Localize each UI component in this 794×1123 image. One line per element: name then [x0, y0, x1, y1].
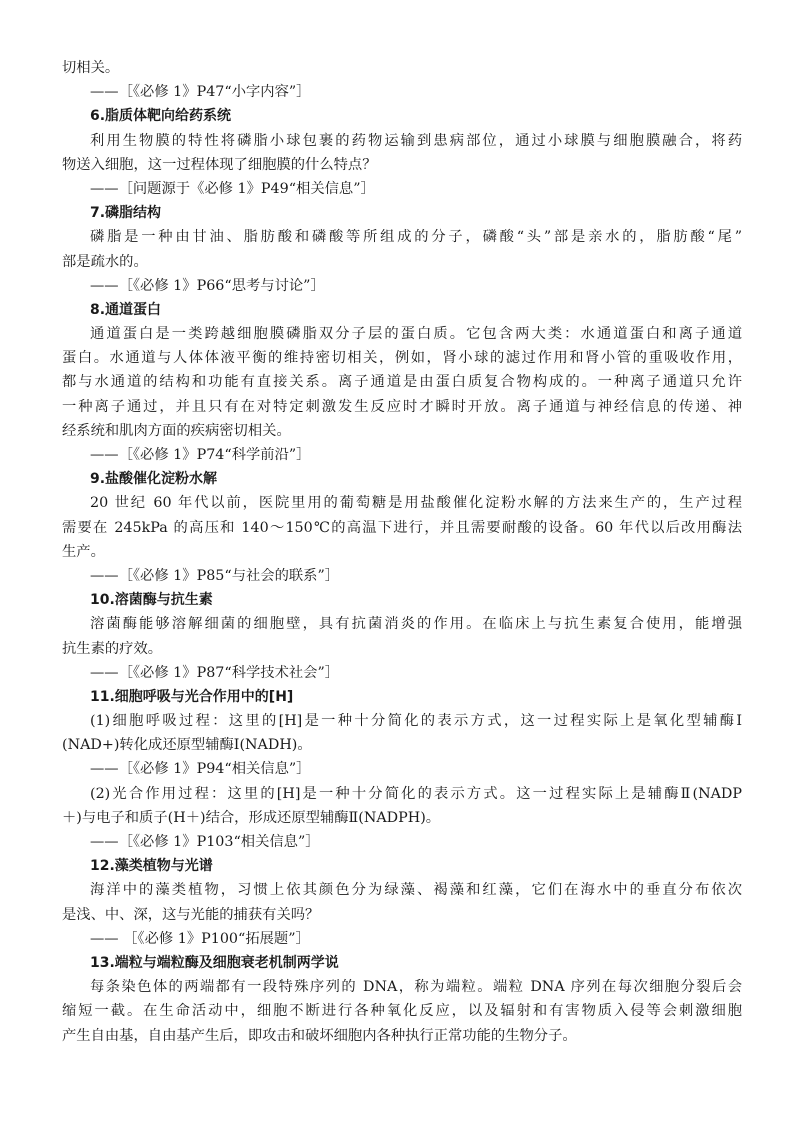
text-line: 生产。 [62, 543, 105, 560]
section-heading: 8.通道蛋白 [90, 301, 162, 318]
text-line: 每条染色体的两端都有一段特殊序列的 DNA，称为端粒。端粒 DNA 序列在每次细胞分裂后会 [90, 979, 742, 996]
source-citation: ——［《必修 1》P74“科学前沿”］ [90, 447, 311, 463]
text-line: 物送入细胞，这一过程体现了细胞膜的什么特点？ [62, 156, 377, 173]
text-line: 20 世纪 60 年代以前，医院里用的葡萄糖是用盐酸催化淀粉水解的方法来生产的，生产过程 [90, 495, 742, 512]
source-citation: —— ［《必修 1》P100“拓展题”］ [90, 930, 310, 947]
source-citation: ——［《必修 1》P94“相关信息”］ [90, 761, 311, 778]
document-page [62, 56, 742, 1048]
text-line: 抗生素的疗效。 [62, 640, 163, 657]
text-line: 利用生物膜的特性将磷脂小球包裹的药物运输到患病部位，通过小球膜与细胞膜融合，将药 [90, 132, 742, 149]
section-heading: 12.藻类植物与光谱 [90, 858, 213, 875]
text-line: (2)光合作用过程：这里的[H]是一种十分简化的表示方式。这一过程实际上是辅酶Ⅱ(NADP [90, 785, 742, 802]
text-line: 是浅、中、深，这与光能的捕获有关吗？ [62, 906, 320, 923]
source-citation: ——［《必修 1》P47“小字内容”］ [90, 84, 311, 101]
text-line: 通道蛋白是一类跨越细胞膜磷脂双分子层的蛋白质。它包含两大类：水通道蛋白和离子通道 [90, 326, 742, 343]
section-heading: 9.盐酸催化淀粉水解 [90, 471, 218, 488]
text-line: 海洋中的藻类植物，习惯上依其颜色分为绿藻、褐藻和红藻，它们在海水中的垂直分布依次 [90, 882, 742, 899]
section-heading: 11.细胞呼吸与光合作用中的[H] [90, 688, 294, 705]
section-heading: 10.溶菌酶与抗生素 [90, 592, 213, 609]
source-citation: ——［《必修 1》P103“相关信息”］ [90, 834, 320, 850]
text-line: 产生自由基，自由基产生后，即攻击和破坏细胞内各种执行正常功能的生物分子。 [62, 1027, 577, 1044]
text-line: 需要在 245kPa 的高压和 140～150℃的高温下进行，并且需要耐酸的设备。60 年代以后改用酶法 [62, 519, 742, 536]
text-line: (1)细胞呼吸过程：这里的[H]是一种十分简化的表示方式，这一过程实际上是氧化型辅酶Ⅰ [90, 713, 742, 730]
source-citation: ——［《必修 1》P87“科学技术社会”］ [90, 664, 340, 681]
text-line: 部是疏水的。 [62, 253, 148, 270]
text-line: 溶菌酶能够溶解细菌的细胞壁，具有抗菌消炎的作用。在临床上与抗生素复合使用，能增强 [90, 616, 742, 633]
section-heading: 7.磷脂结构 [90, 205, 162, 222]
text-line: 都与水通道的结构和功能有直接关系。离子通道是由蛋白质复合物构成的。一种离子通道只允许 [62, 374, 742, 391]
section-heading: 6.脂质体靶向给药系统 [90, 108, 232, 125]
text-line: 经系统和肌肉方面的疾病密切相关。 [62, 422, 291, 439]
source-citation: ——［问题源于《必修 1》P49“相关信息”］ [90, 180, 375, 197]
text-line: (NAD+)转化成还原型辅酶Ⅰ(NADH)。 [62, 737, 312, 754]
text-line: 切相关。 [62, 60, 120, 76]
text-line: 蛋白。水通道与人体体液平衡的维持密切相关，例如，肾小球的滤过作用和肾小管的重吸收作用， [62, 350, 742, 367]
section-heading: 13.端粒与端粒酶及细胞衰老机制两学说 [90, 954, 339, 971]
source-citation: ——［《必修 1》P66“思考与讨论”］ [90, 277, 325, 294]
source-citation: ——［《必修 1》P85“与社会的联系”］ [90, 567, 340, 584]
text-line: ＋)与电子和质子(H＋)结合，形成还原型辅酶Ⅱ(NADPH)。 [62, 809, 441, 826]
text-line: 磷脂是一种由甘油、脂肪酸和磷酸等所组成的分子，磷酸“头”部是亲水的，脂肪酸“尾” [90, 229, 742, 246]
text-line: 一种离子通过，并且只有在对特定刺激发生反应时才瞬时开放。离子通道与神经信息的传递、神 [62, 398, 742, 415]
text-line: 缩短一截。在生命活动中，细胞不断进行各种氧化反应，以及辐射和有害物质入侵等会刺激细胞 [62, 1003, 742, 1020]
